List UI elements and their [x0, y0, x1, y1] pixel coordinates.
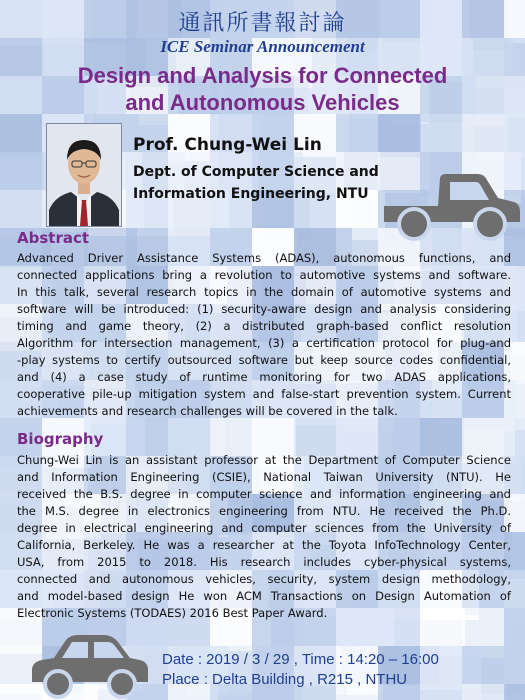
abstract-line: software will be introduced: (1) security-aware design and analysis considering — [17, 302, 511, 316]
talk-title — [0, 62, 525, 116]
biography-line: California, Berkeley. He was a researcher at the Toyota InfoTechnology Center, — [17, 538, 511, 552]
speaker-name: Prof. Chung-Wei Lin — [133, 135, 322, 155]
event-date-time: Date : 2019 / 3 / 29 , Time : 14:20 – 16:00 — [162, 651, 439, 668]
chinese-title: 通訊所書報討論 — [178, 11, 347, 36]
abstract-line: timing and game theory, (2) a distributed graph-based conflict resolution — [17, 319, 511, 333]
biography-line: and model-based design He won ACM Transactions on Design Automation of — [17, 589, 511, 603]
biography-line: USA, from 2015 to 2018. His research includes cyber-physical systems, — [17, 555, 511, 569]
biography-line: and Information Engineering (CSIE), National Taiwan University (NTU). He — [17, 470, 511, 484]
abstract-heading: Abstract — [17, 229, 90, 247]
abstract-line: -play systems to certify outsourced software but keep source codes confidential, — [17, 353, 511, 367]
speaker-dept-line1: Dept. of Computer Science and — [133, 164, 379, 180]
biography-line: received the B.S. degree in computer science and information engineering and — [17, 487, 511, 501]
talk-title-line1: Design and Analysis for Connected — [77, 63, 448, 88]
abstract-body — [17, 250, 511, 420]
abstract-line: Advanced Driver Assistance Systems (ADAS), autonomous functions, and — [17, 251, 511, 265]
seminar-subtitle: ICE Seminar Announcement — [160, 37, 365, 56]
pickup-truck-icon — [380, 172, 522, 244]
background-tile — [462, 684, 506, 700]
speaker-info — [133, 135, 379, 205]
car-icon — [26, 632, 152, 700]
abstract-line: connected applications bring a revolution to automotive systems and software. — [17, 268, 511, 282]
speaker-dept-line2: Information Engineering, NTU — [133, 186, 369, 202]
biography-line: connected and autonomous vehicles, security, system design methodology, — [17, 572, 511, 586]
biography-line: Chung-Wei Lin is an assistant professor at the Department of Computer Science — [17, 453, 511, 467]
talk-title-line2: and Autonomous Vehicles — [125, 90, 400, 115]
abstract-line: and (4) a case study of runtime monitoring for two ADAS applications, — [17, 370, 511, 384]
abstract-line: In this talk, several research topics in the domain of automotive systems and — [17, 285, 511, 299]
background-tile — [504, 684, 525, 700]
background-tile — [504, 646, 525, 687]
biography-body — [17, 452, 511, 622]
speaker-photo — [46, 123, 122, 227]
biography-line: Electronic Systems (TODAES) 2016 Best Paper Award. — [17, 606, 328, 620]
abstract-line: Algorithm for intersection management, (3) a certification protocol for plug-and — [17, 336, 511, 350]
event-place: Place : Delta Building , R215 , NTHU — [162, 671, 408, 688]
biography-line: degree in electrical engineering and computer sciences from the University of — [17, 521, 511, 535]
abstract-line: achievements and research challenges will be covered in the talk. — [17, 404, 398, 418]
biography-heading: Biography — [17, 430, 104, 448]
background-tile — [378, 114, 421, 157]
abstract-line: cooperative pile-up mitigation system and false-start prevention system. Current — [17, 387, 511, 401]
biography-line: the M.S. degree in electronics engineering from NTU. He received the Ph.D. — [17, 504, 511, 518]
